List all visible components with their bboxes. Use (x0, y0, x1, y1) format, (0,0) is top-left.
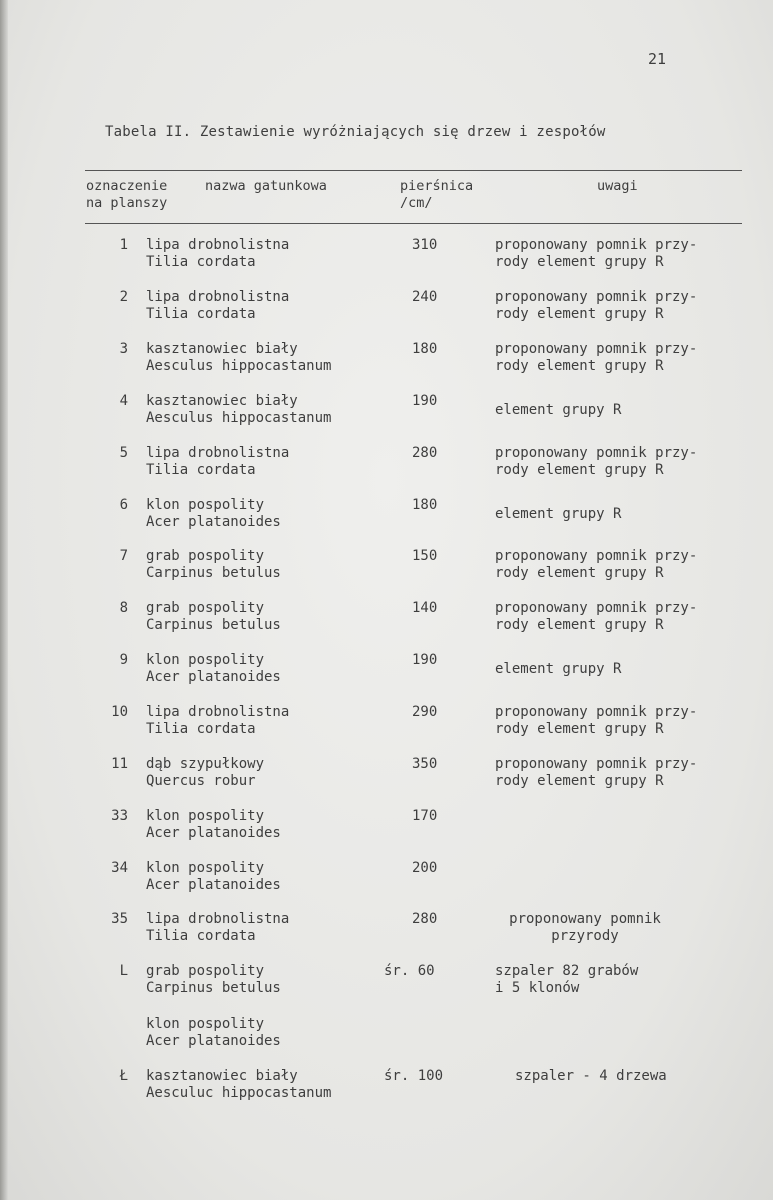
species-name-polish: lipa drobnolistna (146, 445, 290, 461)
remarks-line-2: rody element grupy R (495, 773, 664, 789)
remarks (495, 911, 675, 945)
remarks (495, 445, 697, 479)
species-name (146, 756, 264, 790)
header-piersnica-text: pierśnica /cm/ (400, 178, 474, 211)
remarks-line-1: proponowany pomnik przy- (495, 237, 698, 253)
remarks (495, 963, 638, 997)
circumference-value: 140 (412, 600, 438, 616)
species-name (146, 445, 289, 479)
species-name-latin: Aesculus hippocastanum (146, 358, 332, 374)
row-marker: 33 (111, 808, 128, 824)
table-top-rule (85, 170, 742, 171)
species-name-polish: lipa drobnolistna (146, 289, 290, 305)
remarks (495, 548, 697, 582)
species-name (146, 963, 281, 997)
remarks-line-1: proponowany pomnik przy- (495, 704, 698, 720)
species-name (146, 808, 281, 842)
species-name-polish: kasztanowiec biały (146, 393, 298, 409)
row-marker: 7 (119, 548, 128, 564)
remarks-line-2: rody element grupy R (495, 358, 664, 374)
row-marker: 2 (119, 289, 128, 305)
remarks (515, 1068, 667, 1085)
species-name (146, 393, 331, 427)
remarks-line-2: rody element grupy R (495, 721, 664, 737)
circumference-value: 200 (412, 860, 438, 876)
row-marker: 6 (119, 497, 128, 513)
remarks (495, 506, 621, 523)
species-name-polish: grab pospolity (146, 963, 265, 979)
species-name (146, 497, 281, 531)
table-title: Tabela II. Zestawienie wyróżniających się drzew i zespołów (105, 124, 606, 140)
remarks-line-2: rody element grupy R (495, 306, 664, 322)
binding-edge (0, 0, 8, 1200)
species-name (146, 341, 331, 375)
circumference-value: 170 (412, 808, 438, 824)
species-name-polish: klon pospolity (146, 1016, 265, 1032)
header-oznaczenie-text: oznaczenie na planszy (86, 178, 168, 211)
species-name-latin: Tilia cordata (146, 306, 256, 322)
species-name (146, 600, 281, 634)
row-marker: 35 (111, 911, 128, 927)
remarks-line-1: proponowany pomnik przy- (495, 600, 698, 616)
species-name-latin: Aesculuc hippocastanum (146, 1085, 332, 1101)
header-piersnica (400, 178, 500, 212)
circumference-value: 350 (412, 756, 438, 772)
circumference-value: śr. 100 (384, 1068, 444, 1084)
circumference-value: 180 (412, 497, 438, 513)
species-name-latin: Tilia cordata (146, 254, 256, 270)
row-marker: 3 (119, 341, 128, 357)
remarks-line-1: element grupy R (495, 402, 622, 418)
species-name-latin: Acer platanoides (146, 1033, 281, 1049)
header-nazwa: nazwa gatunkowa (205, 178, 327, 194)
species-name-polish: klon pospolity (146, 497, 265, 513)
circumference-value: 280 (412, 911, 438, 927)
species-name (146, 704, 289, 738)
remarks-line-1: element grupy R (495, 661, 622, 677)
species-name-latin: Acer platanoides (146, 877, 281, 893)
remarks (495, 756, 697, 790)
remarks-line-1: element grupy R (495, 506, 622, 522)
header-oznaczenie (86, 178, 196, 212)
species-name-polish: kasztanowiec biały (146, 341, 298, 357)
page-number: 21 (648, 50, 667, 68)
remarks-line-1: proponowany pomnik (509, 911, 661, 927)
species-name (146, 289, 289, 323)
remarks (495, 289, 697, 323)
remarks-line-1: szpaler 82 grabów (495, 963, 639, 979)
remarks-line-1: proponowany pomnik przy- (495, 756, 698, 772)
remarks-line-2: rody element grupy R (495, 462, 664, 478)
remarks-line-1: proponowany pomnik przy- (495, 548, 698, 564)
table-header-rule (85, 223, 742, 224)
remarks-line-2: rody element grupy R (495, 617, 664, 633)
species-name (146, 911, 289, 945)
species-name-latin: Acer platanoides (146, 669, 281, 685)
species-name-latin: Carpinus betulus (146, 617, 281, 633)
species-name-polish: lipa drobnolistna (146, 237, 290, 253)
species-name-polish: kasztanowiec biały (146, 1068, 298, 1084)
circumference-value: 290 (412, 704, 438, 720)
row-marker: 11 (111, 756, 128, 772)
row-marker: 1 (119, 237, 128, 253)
species-name (146, 237, 289, 271)
row-marker: 8 (119, 600, 128, 616)
species-name-latin: Tilia cordata (146, 721, 256, 737)
species-name-polish: klon pospolity (146, 652, 265, 668)
species-name-latin: Tilia cordata (146, 928, 256, 944)
remarks (495, 600, 697, 634)
remarks-line-1: proponowany pomnik przy- (495, 445, 698, 461)
species-name (146, 652, 281, 686)
species-name (146, 860, 281, 894)
row-marker: 4 (119, 393, 128, 409)
remarks-line-1: proponowany pomnik przy- (495, 341, 698, 357)
row-marker: 9 (119, 652, 128, 668)
remarks-line-1: proponowany pomnik przy- (495, 289, 698, 305)
remarks-line-1: szpaler - 4 drzewa (515, 1068, 667, 1084)
remarks-line-2: rody element grupy R (495, 254, 664, 270)
remarks (495, 237, 697, 271)
circumference-value: 180 (412, 341, 438, 357)
remarks (495, 402, 621, 419)
species-name-polish: dąb szypułkowy (146, 756, 265, 772)
species-name-latin: Carpinus betulus (146, 980, 281, 996)
species-name-polish: grab pospolity (146, 600, 265, 616)
species-name-latin: Acer platanoides (146, 825, 281, 841)
species-name (146, 548, 281, 582)
row-marker: 5 (119, 445, 128, 461)
row-marker: 34 (111, 860, 128, 876)
circumference-value: 190 (412, 652, 438, 668)
species-name-latin: Aesculus hippocastanum (146, 410, 332, 426)
species-name-latin: Tilia cordata (146, 462, 256, 478)
circumference-value: 280 (412, 445, 438, 461)
row-marker: L (119, 963, 128, 979)
species-name-polish: grab pospolity (146, 548, 265, 564)
circumference-value: 190 (412, 393, 438, 409)
species-name-polish: lipa drobnolistna (146, 704, 290, 720)
remarks (495, 661, 621, 678)
species-name-latin: Acer platanoides (146, 514, 281, 530)
species-name (146, 1068, 331, 1102)
species-name-latin: Carpinus betulus (146, 565, 281, 581)
remarks (495, 704, 697, 738)
remarks-line-2: przyrody (551, 928, 619, 944)
header-uwagi: uwagi (597, 178, 638, 194)
circumference-value: 150 (412, 548, 438, 564)
species-name-polish: klon pospolity (146, 808, 265, 824)
species-name-latin: Quercus robur (146, 773, 256, 789)
circumference-value: śr. 60 (384, 963, 435, 979)
species-name-polish: lipa drobnolistna (146, 911, 290, 927)
remarks-line-2: i 5 klonów (495, 980, 580, 996)
row-marker: Ł (119, 1068, 128, 1084)
circumference-value: 240 (412, 289, 438, 305)
remarks (495, 341, 697, 375)
species-name (146, 1016, 281, 1050)
row-marker: 10 (111, 704, 128, 720)
remarks-line-2: rody element grupy R (495, 565, 664, 581)
circumference-value: 310 (412, 237, 438, 253)
species-name-polish: klon pospolity (146, 860, 265, 876)
